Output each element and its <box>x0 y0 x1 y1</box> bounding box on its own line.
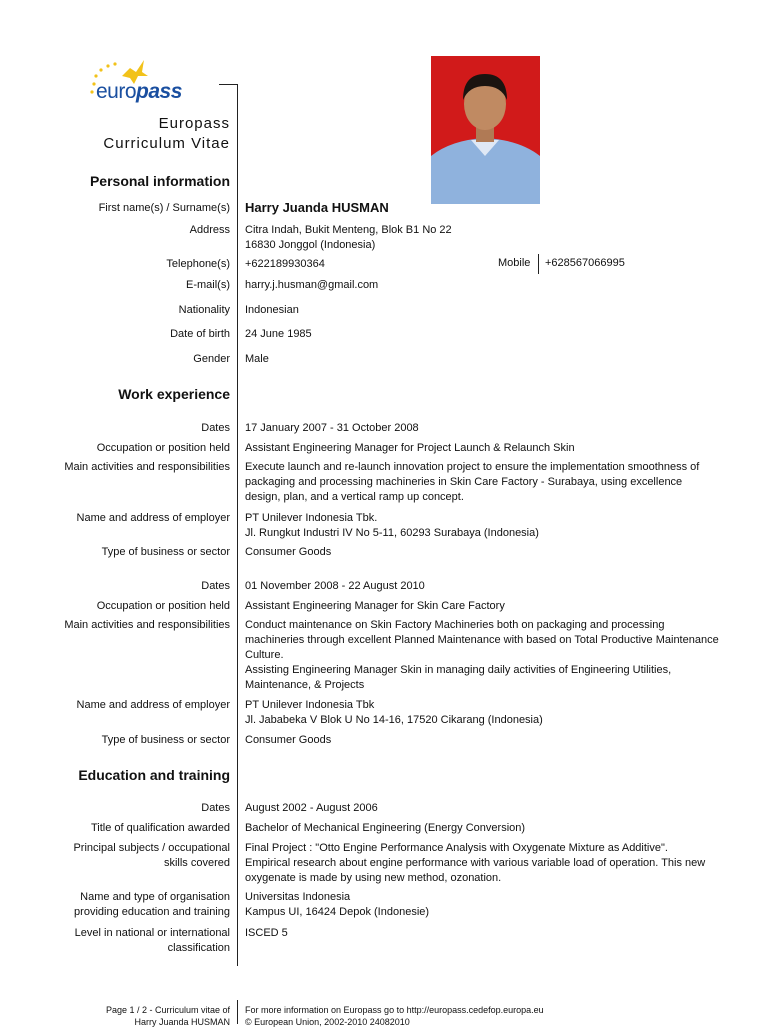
value-job2-sector: Consumer Goods <box>245 734 332 746</box>
value-job1-employer-name: PT Unilever Indonesia Tbk. <box>245 512 378 524</box>
label-job2-occupation: Occupation or position held <box>96 600 230 612</box>
label-subjects: Principal subjects / occupational skills covered <box>73 842 230 869</box>
value-job1-sector: Consumer Goods <box>245 546 332 558</box>
value-gender: Male <box>245 353 269 365</box>
footer-divider <box>237 1000 238 1024</box>
label-nationality: Nationality <box>178 304 230 316</box>
label-job1-dates: Dates <box>201 422 230 434</box>
value-job2-employer-name: PT Unilever Indonesia Tbk <box>245 699 375 711</box>
footer-name: Harry Juanda HUSMAN <box>134 1017 230 1027</box>
label-job2-employer: Name and address of employer <box>76 699 230 711</box>
label-gender: Gender <box>193 353 230 365</box>
label-job1-sector: Type of business or sector <box>101 546 230 558</box>
value-job1-activities: Execute launch and re-launch innovation project to ensure the implementation smoothness of packaging and processing machineries in Skin Care Factory - Surabaya, using excellence design, plan, and a vertical ramp up concept. <box>245 461 700 503</box>
label-job2-sector: Type of business or sector <box>101 734 230 746</box>
footer-page-info: Page 1 / 2 - Curriculum vitae of <box>105 1005 230 1015</box>
label-education-dates: Dates <box>201 802 230 814</box>
section-work-experience: Work experience <box>118 386 230 402</box>
value-job2-employer-address: Jl. Jababeka V Blok U No 14-16, 17520 Cikarang (Indonesia) <box>245 714 543 726</box>
cv-title-curriculum-vitae: Curriculum Vitae <box>103 135 230 152</box>
value-job2-occupation: Assistant Engineering Manager for Skin Care Factory <box>245 600 505 612</box>
label-job2-dates: Dates <box>201 580 230 592</box>
label-job2-activities: Main activities and responsibilities <box>64 619 230 631</box>
footer-right <box>245 1004 544 1028</box>
profile-photo <box>431 56 540 204</box>
label-telephone: Telephone(s) <box>166 258 230 270</box>
value-telephone: +622189930364 <box>245 258 325 270</box>
label-address: Address <box>189 224 230 236</box>
value-level: ISCED 5 <box>245 927 288 939</box>
section-education-training: Education and training <box>78 767 230 783</box>
divider-tick <box>219 84 238 85</box>
label-email: E-mail(s) <box>186 279 230 291</box>
label-date-of-birth: Date of birth <box>170 328 230 340</box>
value-address-line-2: 16830 Jonggol (Indonesia) <box>245 239 376 251</box>
value-nationality: Indonesian <box>245 304 299 316</box>
label-name: First name(s) / Surname(s) <box>98 202 230 214</box>
value-date-of-birth: 24 June 1985 <box>245 328 312 340</box>
mobile-divider <box>538 254 539 274</box>
value-job2-dates: 01 November 2008 - 22 August 2010 <box>245 580 425 592</box>
value-job2-activities-2: Assisting Engineering Manager Skin in managing daily activities of Engineering Utilities, Maintenance, & Projects <box>245 664 672 691</box>
value-name: Harry Juanda HUSMAN <box>245 200 389 215</box>
footer-copyright: © European Union, 2002-2010 24082010 <box>245 1017 410 1027</box>
europass-logo-text: europass <box>96 80 182 103</box>
label-job1-employer: Name and address of employer <box>76 512 230 524</box>
value-job2-activities-1: Conduct maintenance on Skin Factory Machineries both on packaging and processing machineries through excellent Planned Maintenance with based on Total Productive Maintenance Culture. <box>245 619 719 661</box>
column-divider <box>237 84 238 966</box>
value-job1-dates: 17 January 2007 - 31 October 2008 <box>245 422 419 434</box>
label-job1-occupation: Occupation or position held <box>96 442 230 454</box>
label-mobile: Mobile <box>498 257 531 269</box>
cv-title-europass: Europass <box>158 115 230 132</box>
value-job1-occupation: Assistant Engineering Manager for Project Launch & Relaunch Skin <box>245 442 575 454</box>
label-level: Level in national or international classification <box>74 927 230 954</box>
label-job1-activities: Main activities and responsibilities <box>64 461 230 473</box>
value-address-line-1: Citra Indah, Bukit Menteng, Blok B1 No 22 <box>245 224 452 236</box>
footer-left <box>106 1004 230 1028</box>
value-job1-employer-address: Jl. Rungkut Industri IV No 5-11, 60293 Surabaya (Indonesia) <box>245 527 539 539</box>
value-subjects: Final Project : "Otto Engine Performance Analysis with Oxygenate Mixture as Additive". Empirical research about engine performance with various variable load of operation. This new oxygenate is made by using new method, ozonation. <box>245 842 706 884</box>
value-email[interactable]: harry.j.husman@gmail.com <box>245 279 379 291</box>
label-qualification: Title of qualification awarded <box>90 822 230 834</box>
label-organisation: Name and type of organisation providing education and training <box>74 891 230 918</box>
value-qualification: Bachelor of Mechanical Engineering (Energy Conversion) <box>245 822 526 834</box>
value-education-dates: August 2002 - August 2006 <box>245 802 378 814</box>
value-organisation-name: Universitas Indonesia <box>245 891 351 903</box>
value-organisation-address: Kampus UI, 16424 Depok (Indonesie) <box>245 906 430 918</box>
value-mobile: +628567066995 <box>545 257 625 269</box>
footer-info-link[interactable]: For more information on Europass go to http://europass.cedefop.europa.eu <box>245 1005 544 1015</box>
section-personal-information: Personal information <box>89 173 230 189</box>
